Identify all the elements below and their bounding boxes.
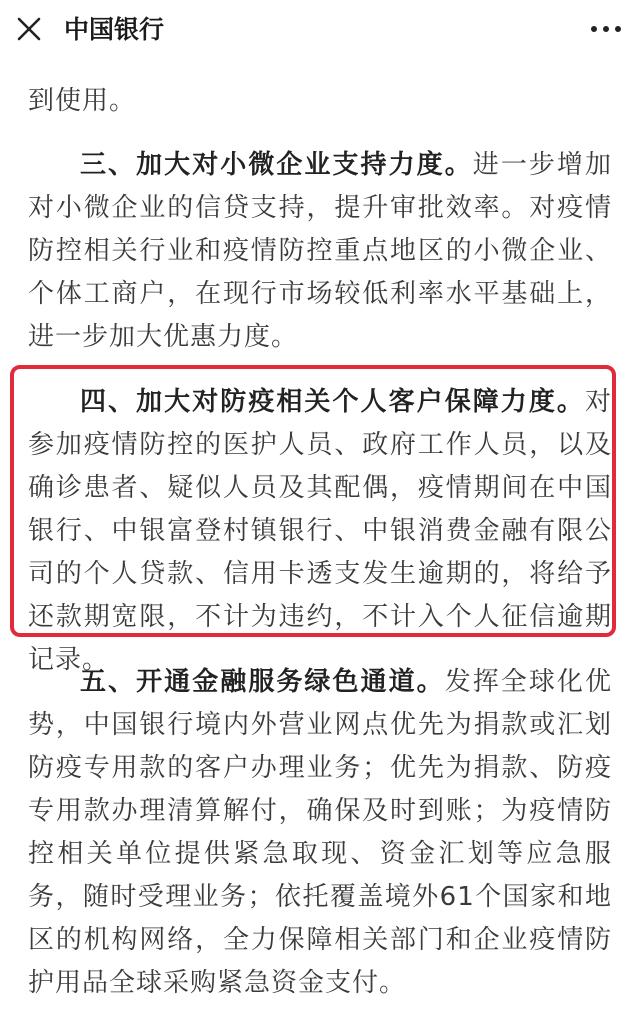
top-navigation-bar [0, 0, 640, 60]
section-4-heading: 四、加大对防疫相关个人客户保障力度。 [80, 387, 585, 417]
section-3-paragraph [28, 144, 612, 359]
previous-paragraph-text: 到使用。 [28, 86, 137, 116]
section-5-paragraph [28, 661, 612, 1005]
section-3-body: 进一步增加对小微企业的信贷支持，提升审批效率。对疫情防控相关行业和疫情防控重点地区的小微企业、个体工商户，在现行市场较低利率水平基础上，进一步加大优惠力度。 [28, 150, 612, 352]
close-button[interactable] [14, 14, 44, 44]
page-title: 中国银行 [64, 15, 165, 44]
section-5-heading: 五、开通金融服务绿色通道。 [80, 667, 445, 697]
more-options-button[interactable] [586, 14, 626, 44]
more-icon [586, 29, 626, 48]
close-icon [14, 14, 44, 44]
previous-paragraph-tail [28, 80, 612, 123]
section-4-body: 对参加疫情防控的医护人员、政府工作人员，以及确诊患者、疑似人员及其配偶，疫情期间在中国银行、中银富登村镇银行、中银消费金融有限公司的个人贷款、信用卡透支发生逾期的，将给予还款期宽限，不计为违约，不计入个人征信逾期记录。 [28, 387, 612, 675]
section-4-paragraph [28, 381, 612, 682]
section-5-body: 发挥全球化优势，中国银行境内外营业网点优先为捐款或汇划防疫专用款的客户办理业务；优先为捐款、防疫专用款办理清算解付，确保及时到账；为疫情防控相关单位提供紧急取现、资金汇划等应急服务，随时受理业务；依托覆盖境外61个国家和地区的机构网络，全力保障相关部门和企业疫情防护用品全球采购紧急资金支付。 [28, 667, 612, 998]
section-3-heading: 三、加大对小微企业支持力度。 [80, 150, 473, 180]
